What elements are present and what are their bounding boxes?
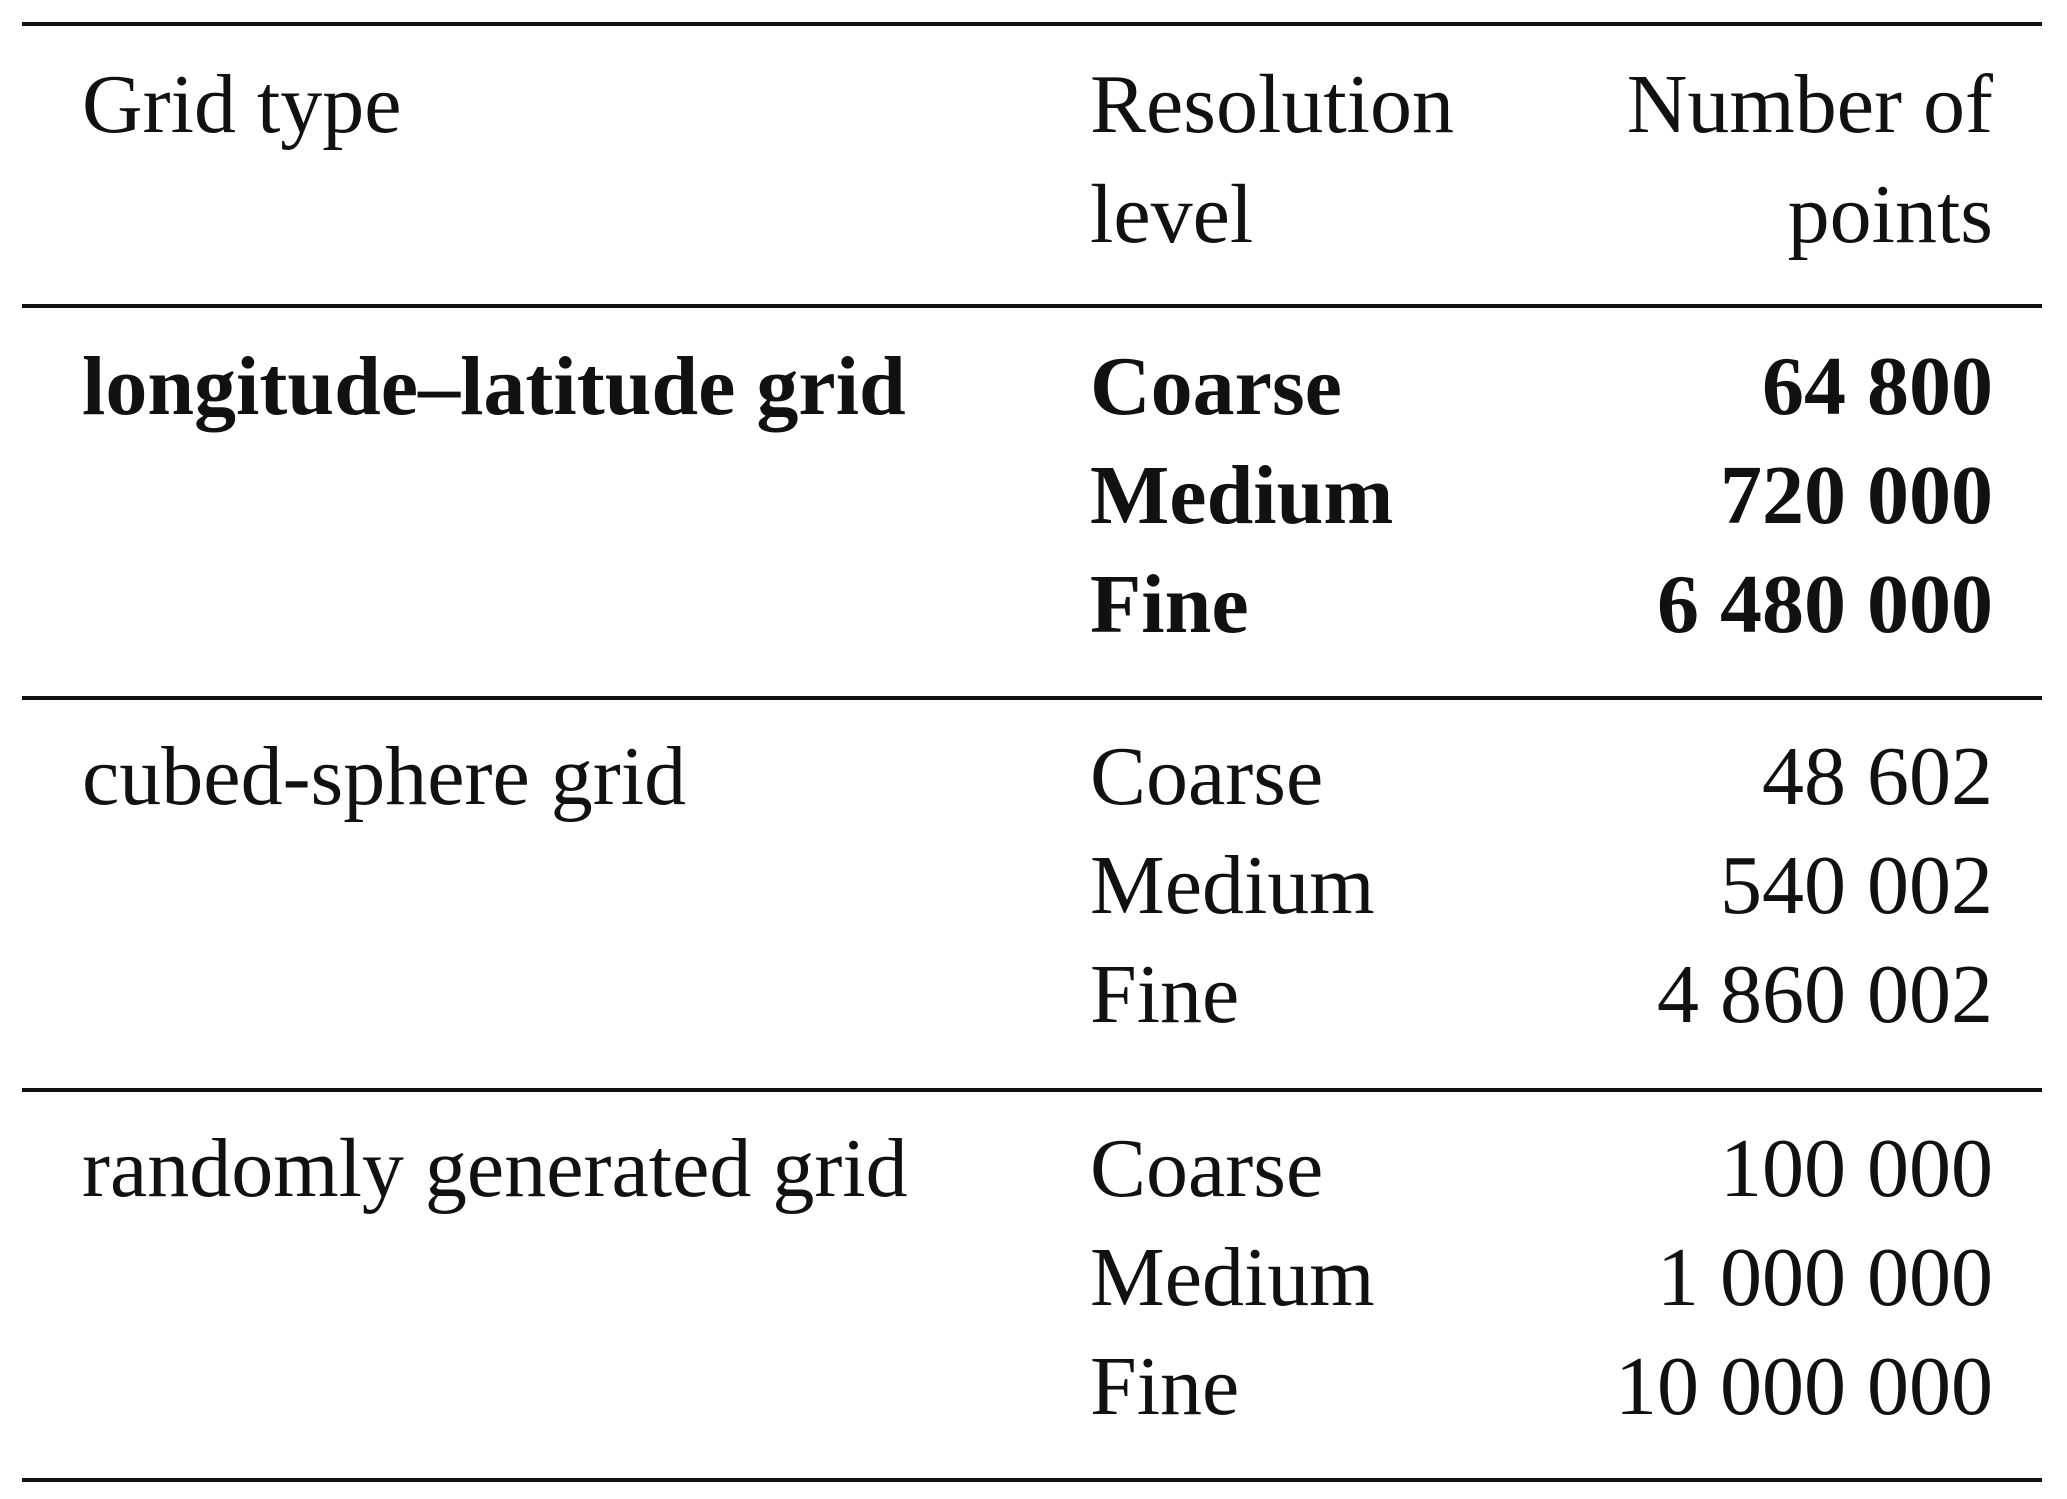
number-of-points-cell: 4 860 002 xyxy=(1657,948,1993,1041)
grid-type-cell: randomly generated grid xyxy=(82,1122,908,1215)
resolution-level-cell: Medium xyxy=(1090,449,1394,542)
header-resolution-line1: Resolution xyxy=(1090,58,1455,151)
resolution-level-cell: Fine xyxy=(1090,1340,1240,1433)
header-points-line1: Number of xyxy=(1626,58,1993,151)
resolution-level-cell: Coarse xyxy=(1090,730,1324,823)
top-rule xyxy=(22,22,2042,26)
number-of-points-cell: 1 000 000 xyxy=(1657,1231,1993,1324)
resolution-level-cell: Fine xyxy=(1090,558,1249,651)
number-of-points-cell: 720 000 xyxy=(1720,449,1993,542)
number-of-points-cell: 48 602 xyxy=(1762,730,1993,823)
number-of-points-cell: 6 480 000 xyxy=(1657,558,1993,651)
number-of-points-cell: 10 000 000 xyxy=(1615,1340,1993,1433)
group-divider-rule xyxy=(22,696,2042,700)
bottom-rule xyxy=(22,1478,2042,1482)
resolution-level-cell: Fine xyxy=(1090,948,1240,1041)
resolution-level-cell: Medium xyxy=(1090,1231,1375,1324)
header-points-line2: points xyxy=(1787,168,1993,261)
number-of-points-cell: 100 000 xyxy=(1720,1122,1993,1215)
header-rule xyxy=(22,304,2042,308)
header-resolution-line2: level xyxy=(1090,168,1254,261)
number-of-points-cell: 64 800 xyxy=(1762,340,1993,433)
grid-type-cell: cubed-sphere grid xyxy=(82,730,687,823)
group-divider-rule xyxy=(22,1088,2042,1092)
grid-type-cell: longitude–latitude grid xyxy=(82,340,906,433)
resolution-level-cell: Coarse xyxy=(1090,1122,1324,1215)
resolution-level-cell: Medium xyxy=(1090,839,1375,932)
number-of-points-cell: 540 002 xyxy=(1720,839,1993,932)
resolution-level-cell: Coarse xyxy=(1090,340,1342,433)
header-grid-type: Grid type xyxy=(82,58,402,151)
